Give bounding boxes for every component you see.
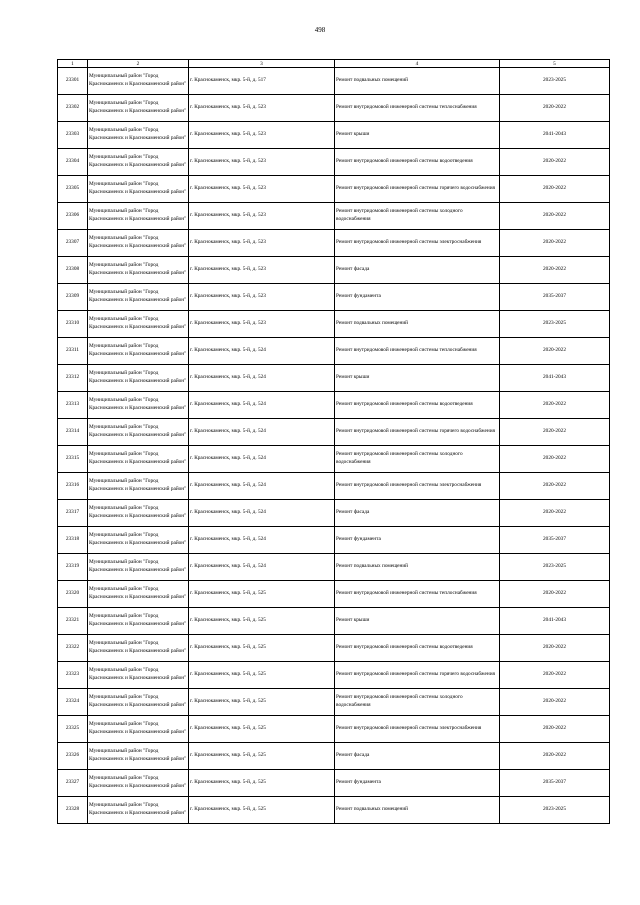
work-type-cell: Ремонт внутридомовой инженерной системы горячего водоснабжения xyxy=(335,662,500,689)
work-type-cell: Ремонт внутридомовой инженерной системы горячего водоснабжения xyxy=(335,419,500,446)
row-number-cell: 23312 xyxy=(58,365,88,392)
row-number-cell: 23308 xyxy=(58,257,88,284)
municipality-cell: Муниципальный район "Город Краснокаменск и Краснокаменский район" xyxy=(88,203,189,230)
work-type-cell: Ремонт крыши xyxy=(335,122,500,149)
row-number-cell: 23309 xyxy=(58,284,88,311)
address-cell: г. Краснокаменск, мкр. 5-й, д. 525 xyxy=(189,689,335,716)
period-cell: 2020-2022 xyxy=(500,716,610,743)
municipality-cell: Муниципальный район "Город Краснокаменск и Краснокаменский район" xyxy=(88,743,189,770)
row-number-cell: 23326 xyxy=(58,743,88,770)
address-cell: г. Краснокаменск, мкр. 5-й, д. 524 xyxy=(189,554,335,581)
address-cell: г. Краснокаменск, мкр. 5-й, д. 524 xyxy=(189,527,335,554)
address-cell: г. Краснокаменск, мкр. 5-й, д. 524 xyxy=(189,446,335,473)
municipality-cell: Муниципальный район "Город Краснокаменск и Краснокаменский район" xyxy=(88,608,189,635)
municipality-cell: Муниципальный район "Город Краснокаменск и Краснокаменский район" xyxy=(88,95,189,122)
municipality-cell: Муниципальный район "Город Краснокаменск и Краснокаменский район" xyxy=(88,419,189,446)
work-type-cell: Ремонт внутридомовой инженерной системы теплоснабжения xyxy=(335,581,500,608)
work-type-cell: Ремонт фасада xyxy=(335,743,500,770)
period-cell: 2035-2037 xyxy=(500,284,610,311)
column-header-3: 3 xyxy=(189,60,335,68)
address-cell: г. Краснокаменск, мкр. 5-й, д. 524 xyxy=(189,338,335,365)
address-cell: г. Краснокаменск, мкр. 5-й, д. 523 xyxy=(189,203,335,230)
work-type-cell: Ремонт внутридомовой инженерной системы водоотведения xyxy=(335,392,500,419)
address-cell: г. Краснокаменск, мкр. 5-й, д. 523 xyxy=(189,311,335,338)
period-cell: 2035-2037 xyxy=(500,527,610,554)
period-cell: 2020-2022 xyxy=(500,95,610,122)
address-cell: г. Краснокаменск, мкр. 5-й, д. 523 xyxy=(189,230,335,257)
address-cell: г. Краснокаменск, мкр. 5-й, д. 523 xyxy=(189,122,335,149)
municipality-cell: Муниципальный район "Город Краснокаменск и Краснокаменский район" xyxy=(88,581,189,608)
period-cell: 2020-2022 xyxy=(500,257,610,284)
table-row xyxy=(58,662,610,689)
row-number-cell: 23324 xyxy=(58,689,88,716)
row-number-cell: 23317 xyxy=(58,500,88,527)
row-number-cell: 23306 xyxy=(58,203,88,230)
work-type-cell: Ремонт подвальных помещений xyxy=(335,797,500,824)
work-type-cell: Ремонт крыши xyxy=(335,608,500,635)
row-number-cell: 23302 xyxy=(58,95,88,122)
table-row xyxy=(58,338,610,365)
table-row xyxy=(58,203,610,230)
municipality-cell: Муниципальный район "Город Краснокаменск и Краснокаменский район" xyxy=(88,635,189,662)
row-number-cell: 23328 xyxy=(58,797,88,824)
registry-table xyxy=(57,59,610,824)
address-cell: г. Краснокаменск, мкр. 5-й, д. 525 xyxy=(189,635,335,662)
table-row xyxy=(58,473,610,500)
table-row xyxy=(58,419,610,446)
period-cell: 2020-2022 xyxy=(500,743,610,770)
work-type-cell: Ремонт внутридомовой инженерной системы электроснабжения xyxy=(335,716,500,743)
table-row xyxy=(58,446,610,473)
period-cell: 2023-2025 xyxy=(500,554,610,581)
row-number-cell: 23313 xyxy=(58,392,88,419)
table-row xyxy=(58,770,610,797)
work-type-cell: Ремонт внутридомовой инженерной системы теплоснабжения xyxy=(335,338,500,365)
period-cell: 2020-2022 xyxy=(500,446,610,473)
municipality-cell: Муниципальный район "Город Краснокаменск и Краснокаменский район" xyxy=(88,473,189,500)
period-cell: 2023-2025 xyxy=(500,797,610,824)
table-row xyxy=(58,68,610,95)
address-cell: г. Краснокаменск, мкр. 5-й, д. 525 xyxy=(189,662,335,689)
municipality-cell: Муниципальный район "Город Краснокаменск и Краснокаменский район" xyxy=(88,716,189,743)
table-row xyxy=(58,122,610,149)
row-number-cell: 23316 xyxy=(58,473,88,500)
work-type-cell: Ремонт фундамента xyxy=(335,284,500,311)
address-cell: г. Краснокаменск, мкр. 5-й, д. 524 xyxy=(189,392,335,419)
table-row xyxy=(58,797,610,824)
table-row xyxy=(58,500,610,527)
municipality-cell: Муниципальный район "Город Краснокаменск и Краснокаменский район" xyxy=(88,770,189,797)
period-cell: 2041-2043 xyxy=(500,365,610,392)
work-type-cell: Ремонт фасада xyxy=(335,257,500,284)
work-type-cell: Ремонт внутридомовой инженерной системы горячего водоснабжения xyxy=(335,176,500,203)
municipality-cell: Муниципальный район "Город Краснокаменск и Краснокаменский район" xyxy=(88,311,189,338)
municipality-cell: Муниципальный район "Город Краснокаменск и Краснокаменский район" xyxy=(88,68,189,95)
table-row xyxy=(58,716,610,743)
work-type-cell: Ремонт внутридомовой инженерной системы теплоснабжения xyxy=(335,95,500,122)
address-cell: г. Краснокаменск, мкр. 5-й, д. 523 xyxy=(189,149,335,176)
row-number-cell: 23307 xyxy=(58,230,88,257)
address-cell: г. Краснокаменск, мкр. 5-й, д. 524 xyxy=(189,419,335,446)
municipality-cell: Муниципальный район "Город Краснокаменск и Краснокаменский район" xyxy=(88,662,189,689)
municipality-cell: Муниципальный район "Город Краснокаменск и Краснокаменский район" xyxy=(88,122,189,149)
address-cell: г. Краснокаменск, мкр. 5-й, д. 525 xyxy=(189,797,335,824)
table-row xyxy=(58,554,610,581)
address-cell: г. Краснокаменск, мкр. 5-й, д. 517 xyxy=(189,68,335,95)
row-number-cell: 23314 xyxy=(58,419,88,446)
municipality-cell: Муниципальный район "Город Краснокаменск и Краснокаменский район" xyxy=(88,365,189,392)
address-cell: г. Краснокаменск, мкр. 5-й, д. 523 xyxy=(189,176,335,203)
period-cell: 2020-2022 xyxy=(500,230,610,257)
municipality-cell: Муниципальный район "Город Краснокаменск и Краснокаменский район" xyxy=(88,176,189,203)
period-cell: 2041-2043 xyxy=(500,608,610,635)
address-cell: г. Краснокаменск, мкр. 5-й, д. 525 xyxy=(189,608,335,635)
work-type-cell: Ремонт внутридомовой инженерной системы водоотведения xyxy=(335,635,500,662)
table-row xyxy=(58,257,610,284)
municipality-cell: Муниципальный район "Город Краснокаменск и Краснокаменский район" xyxy=(88,689,189,716)
work-type-cell: Ремонт внутридомовой инженерной системы электроснабжения xyxy=(335,230,500,257)
address-cell: г. Краснокаменск, мкр. 5-й, д. 524 xyxy=(189,365,335,392)
row-number-cell: 23311 xyxy=(58,338,88,365)
work-type-cell: Ремонт фундамента xyxy=(335,770,500,797)
table-row xyxy=(58,230,610,257)
municipality-cell: Муниципальный район "Город Краснокаменск и Краснокаменский район" xyxy=(88,446,189,473)
table-row xyxy=(58,581,610,608)
column-header-5: 5 xyxy=(500,60,610,68)
table-row xyxy=(58,608,610,635)
table-body xyxy=(58,68,610,824)
work-type-cell: Ремонт внутридомовой инженерной системы водоотведения xyxy=(335,149,500,176)
table-row xyxy=(58,635,610,662)
period-cell: 2020-2022 xyxy=(500,473,610,500)
period-cell: 2020-2022 xyxy=(500,149,610,176)
period-cell: 2020-2022 xyxy=(500,338,610,365)
municipality-cell: Муниципальный район "Город Краснокаменск и Краснокаменский район" xyxy=(88,500,189,527)
row-number-cell: 23310 xyxy=(58,311,88,338)
municipality-cell: Муниципальный район "Город Краснокаменск и Краснокаменский район" xyxy=(88,257,189,284)
municipality-cell: Муниципальный район "Город Краснокаменск и Краснокаменский район" xyxy=(88,230,189,257)
period-cell: 2020-2022 xyxy=(500,581,610,608)
period-cell: 2020-2022 xyxy=(500,203,610,230)
row-number-cell: 23321 xyxy=(58,608,88,635)
work-type-cell: Ремонт подвальных помещений xyxy=(335,554,500,581)
period-cell: 2035-2037 xyxy=(500,770,610,797)
address-cell: г. Краснокаменск, мкр. 5-й, д. 525 xyxy=(189,716,335,743)
table-row xyxy=(58,176,610,203)
table-row xyxy=(58,95,610,122)
table-header xyxy=(58,60,610,68)
table-row xyxy=(58,689,610,716)
address-cell: г. Краснокаменск, мкр. 5-й, д. 525 xyxy=(189,743,335,770)
table-row xyxy=(58,527,610,554)
row-number-cell: 23327 xyxy=(58,770,88,797)
row-number-cell: 23305 xyxy=(58,176,88,203)
table-row xyxy=(58,284,610,311)
work-type-cell: Ремонт подвальных помещений xyxy=(335,311,500,338)
address-cell: г. Краснокаменск, мкр. 5-й, д. 525 xyxy=(189,581,335,608)
address-cell: г. Краснокаменск, мкр. 5-й, д. 524 xyxy=(189,500,335,527)
work-type-cell: Ремонт внутридомовой инженерной системы холодного водоснабжения xyxy=(335,446,500,473)
table-row xyxy=(58,365,610,392)
column-header-4: 4 xyxy=(335,60,500,68)
table-row xyxy=(58,311,610,338)
row-number-cell: 23303 xyxy=(58,122,88,149)
period-cell: 2020-2022 xyxy=(500,662,610,689)
row-number-cell: 23322 xyxy=(58,635,88,662)
period-cell: 2023-2025 xyxy=(500,311,610,338)
column-header-1: 1 xyxy=(58,60,88,68)
work-type-cell: Ремонт внутридомовой инженерной системы электроснабжения xyxy=(335,473,500,500)
header-row xyxy=(58,60,610,68)
column-header-2: 2 xyxy=(88,60,189,68)
row-number-cell: 23325 xyxy=(58,716,88,743)
municipality-cell: Муниципальный район "Город Краснокаменск и Краснокаменский район" xyxy=(88,149,189,176)
municipality-cell: Муниципальный район "Город Краснокаменск и Краснокаменский район" xyxy=(88,392,189,419)
row-number-cell: 23323 xyxy=(58,662,88,689)
municipality-cell: Муниципальный район "Город Краснокаменск и Краснокаменский район" xyxy=(88,554,189,581)
row-number-cell: 23318 xyxy=(58,527,88,554)
period-cell: 2020-2022 xyxy=(500,419,610,446)
address-cell: г. Краснокаменск, мкр. 5-й, д. 523 xyxy=(189,257,335,284)
row-number-cell: 23319 xyxy=(58,554,88,581)
period-cell: 2020-2022 xyxy=(500,392,610,419)
period-cell: 2020-2022 xyxy=(500,176,610,203)
row-number-cell: 23320 xyxy=(58,581,88,608)
work-type-cell: Ремонт внутридомовой инженерной системы холодного водоснабжения xyxy=(335,203,500,230)
period-cell: 2023-2025 xyxy=(500,68,610,95)
period-cell: 2020-2022 xyxy=(500,689,610,716)
period-cell: 2020-2022 xyxy=(500,500,610,527)
work-type-cell: Ремонт крыши xyxy=(335,365,500,392)
period-cell: 2020-2022 xyxy=(500,635,610,662)
address-cell: г. Краснокаменск, мкр. 5-й, д. 524 xyxy=(189,473,335,500)
row-number-cell: 23315 xyxy=(58,446,88,473)
municipality-cell: Муниципальный район "Город Краснокаменск и Краснокаменский район" xyxy=(88,797,189,824)
page-number: 498 xyxy=(314,26,326,34)
address-cell: г. Краснокаменск, мкр. 5-й, д. 523 xyxy=(189,95,335,122)
work-type-cell: Ремонт внутридомовой инженерной системы холодного водоснабжения xyxy=(335,689,500,716)
table-row xyxy=(58,149,610,176)
table-row xyxy=(58,392,610,419)
municipality-cell: Муниципальный район "Город Краснокаменск и Краснокаменский район" xyxy=(88,527,189,554)
work-type-cell: Ремонт фасада xyxy=(335,500,500,527)
table-row xyxy=(58,743,610,770)
municipality-cell: Муниципальный район "Город Краснокаменск и Краснокаменский район" xyxy=(88,338,189,365)
municipality-cell: Муниципальный район "Город Краснокаменск и Краснокаменский район" xyxy=(88,284,189,311)
work-type-cell: Ремонт фундамента xyxy=(335,527,500,554)
address-cell: г. Краснокаменск, мкр. 5-й, д. 525 xyxy=(189,770,335,797)
row-number-cell: 23301 xyxy=(58,68,88,95)
work-type-cell: Ремонт подвальных помещений xyxy=(335,68,500,95)
period-cell: 2041-2043 xyxy=(500,122,610,149)
address-cell: г. Краснокаменск, мкр. 5-й, д. 523 xyxy=(189,284,335,311)
row-number-cell: 23304 xyxy=(58,149,88,176)
